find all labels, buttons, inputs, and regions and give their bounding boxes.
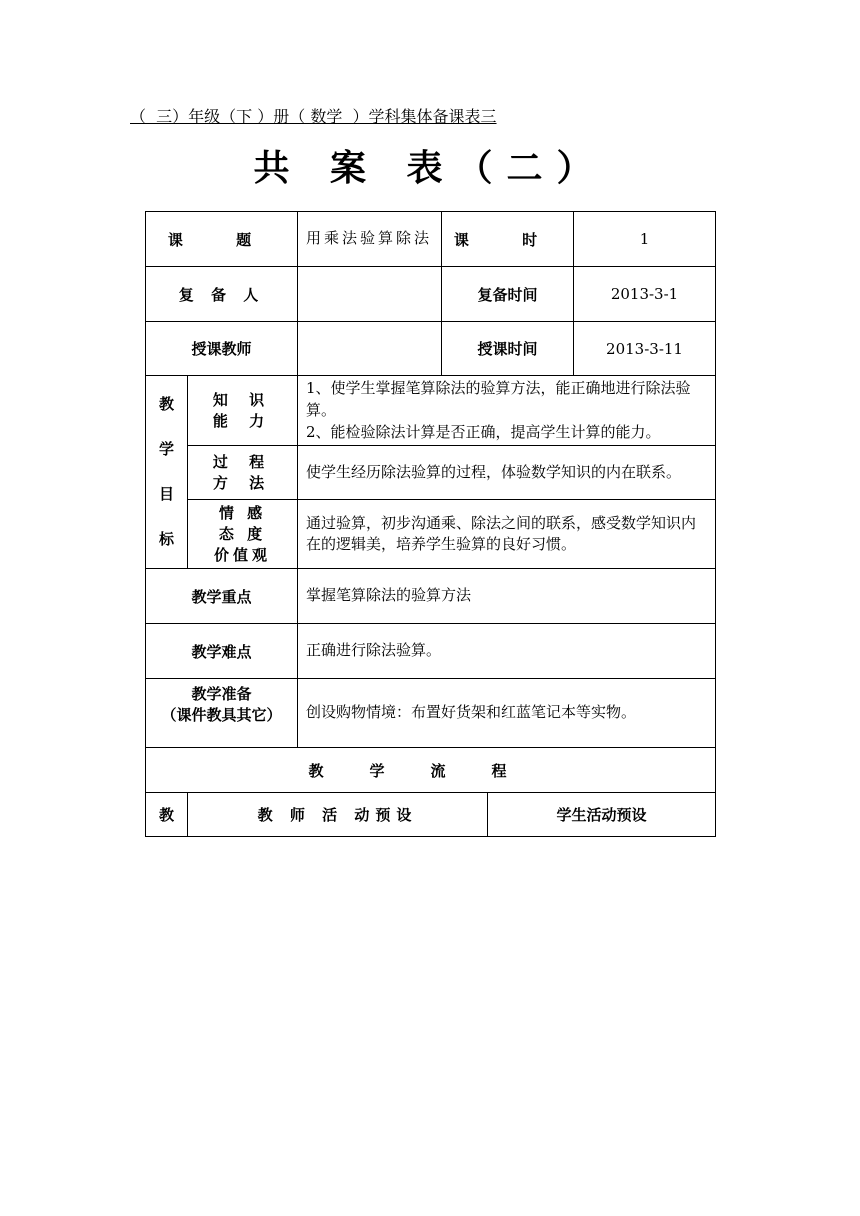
difficulty-label: 教学难点	[146, 624, 298, 679]
form-header-line: （ 三）年级（下 ）册（ 数学 ）学科集体备课表三	[130, 107, 497, 126]
key-point-value: 掌握笔算除法的验算方法	[298, 569, 716, 624]
goal-row-emotion	[146, 500, 716, 569]
flow-col-student: 学生活动预设	[488, 793, 716, 837]
goal-knowledge-label: 知 识 能 力	[188, 376, 298, 446]
period-label: 课 时	[442, 212, 574, 267]
goal-row-knowledge	[146, 376, 716, 446]
topic-label: 课 题	[146, 212, 298, 267]
key-point-row	[146, 569, 716, 624]
teach-time-value: 2013-3-11	[574, 322, 716, 376]
topic-row	[146, 212, 716, 267]
rehearsal-person-value	[298, 267, 442, 322]
flow-header-row	[146, 748, 716, 793]
goal-emotion-text: 通过验算，初步沟通乘、除法之间的联系，感受数学知识内在的逻辑美，培养学生验算的良好习惯。	[298, 500, 716, 569]
teacher-value	[298, 322, 442, 376]
flow-col-teacher: 教 师 活 动预设	[188, 793, 488, 837]
teach-time-label: 授课时间	[442, 322, 574, 376]
lesson-plan-table	[145, 211, 716, 837]
difficulty-row	[146, 624, 716, 679]
preparation-row	[146, 679, 716, 748]
rehearsal-person-label: 复 备 人	[146, 267, 298, 322]
topic-value: 用乘法验算除法	[298, 212, 442, 267]
goal-emotion-label: 情 感 态 度 价值观	[188, 500, 298, 569]
difficulty-value: 正确进行除法验算。	[298, 624, 716, 679]
preparation-value: 创设购物情境：布置好货架和红蓝笔记本等实物。	[298, 679, 716, 748]
teacher-label: 授课教师	[146, 322, 298, 376]
goal-row-process	[146, 446, 716, 500]
flow-columns-row	[146, 793, 716, 837]
teaching-goals-label: 教 学 目 标	[146, 376, 188, 569]
page-title: 共 案 表（二）	[253, 147, 607, 189]
rehearsal-time-label: 复备时间	[442, 267, 574, 322]
preparation-label: 教学准备 （课件教具其它）	[146, 679, 298, 748]
teaching-flow-label: 教学流程	[146, 748, 716, 793]
goal-knowledge-text: 1、使学生掌握笔算除法的验算方法，能正确地进行除法验算。 2、能检验除法计算是否正确，提高学生计算的能力。	[298, 376, 716, 446]
rehearsal-time-value: 2013-3-1	[574, 267, 716, 322]
goal-process-text: 使学生经历除法验算的过程，体验数学知识的内在联系。	[298, 446, 716, 500]
flow-col-step: 教	[146, 793, 188, 837]
period-value: 1	[574, 212, 716, 267]
key-point-label: 教学重点	[146, 569, 298, 624]
goal-process-label: 过 程 方 法	[188, 446, 298, 500]
rehearsal-row	[146, 267, 716, 322]
teacher-row	[146, 322, 716, 376]
